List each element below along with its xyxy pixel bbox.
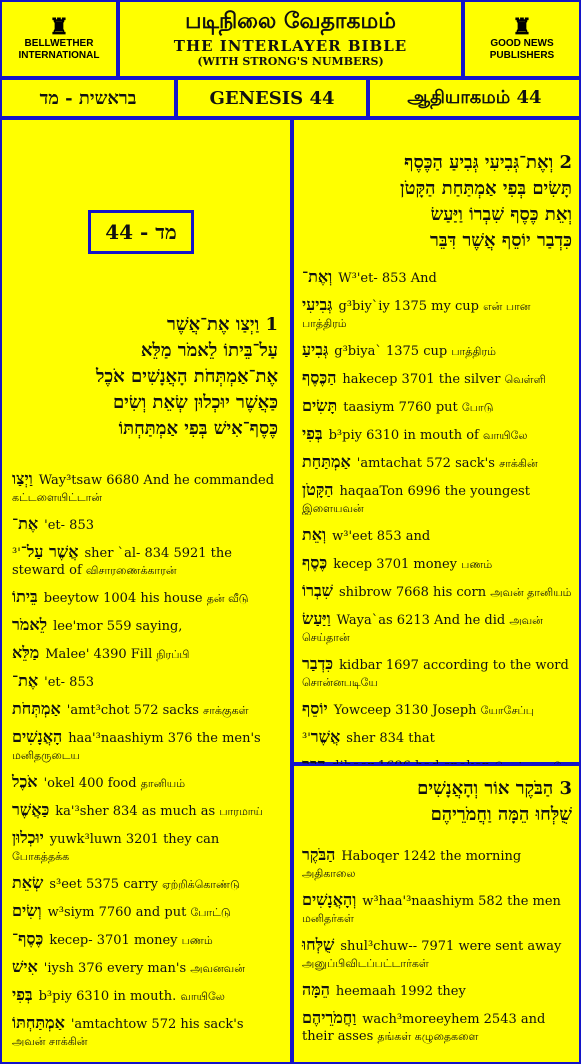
entry-gloss: kidbar 1697 according to the word bbox=[339, 658, 569, 673]
entry-row bbox=[302, 341, 572, 360]
entry-gloss: taasiym 7760 put bbox=[343, 400, 458, 415]
tamil-gloss: போடு bbox=[461, 401, 494, 414]
entry-gloss: 'amtachtow 572 his sack's bbox=[70, 1017, 244, 1032]
verse-line: כִּדְבַר יוֹסֵף אֲשֶׁר דִּבֵּר bbox=[430, 230, 572, 251]
hebrew-headword: יוֹסֵף bbox=[302, 699, 328, 718]
entry-row bbox=[12, 470, 280, 506]
tamil-gloss: அவனவன் bbox=[190, 962, 245, 975]
hebrew-headword: אֶת־ bbox=[12, 671, 39, 690]
entry-gloss: b³piy 6310 in mouth. bbox=[38, 989, 177, 1004]
tamil-gloss: சாக்கின் bbox=[499, 457, 538, 470]
right-logo-line1: GOOD NEWS bbox=[490, 38, 554, 49]
entry-gloss: Yowceep 3130 Joseph bbox=[333, 703, 477, 718]
tamil-gloss: போட்டு bbox=[190, 906, 231, 919]
entry-gloss: 'amtachat 572 sack's bbox=[356, 456, 495, 471]
hebrew-headword: וְאֵת bbox=[302, 525, 327, 544]
hebrew-headword: וַיַּעַשׂ bbox=[302, 609, 331, 628]
tamil-gloss: பணம் bbox=[461, 558, 493, 571]
entry-gloss: yuwk³luwn 3201 they can bbox=[49, 832, 220, 847]
tamil-gloss: விசாரணைக்காரன் bbox=[85, 564, 177, 577]
hebrew-headword: כַּאֲשֶׁר bbox=[12, 800, 50, 819]
entry-row bbox=[12, 930, 280, 949]
entry-row bbox=[302, 1009, 572, 1045]
hebrew-headword: אַמְתַּחַת bbox=[302, 452, 351, 471]
entry-row bbox=[302, 369, 572, 388]
entry-gloss: 'et- 853 bbox=[44, 675, 94, 690]
left-verse-hebrew bbox=[10, 312, 278, 442]
entry-row bbox=[302, 936, 572, 972]
entry-gloss: Haboqer 1242 the morning bbox=[341, 849, 522, 864]
entry-row bbox=[12, 644, 280, 663]
entry-row bbox=[12, 515, 280, 534]
hebrew-headword: יוּכְלוּן bbox=[12, 828, 44, 847]
hebrew-headword: שֻׁלְּחוּ bbox=[302, 935, 335, 954]
entry-row bbox=[302, 582, 572, 601]
entry-gloss: 'okel 400 food bbox=[43, 776, 137, 791]
hebrew-headword: אֶת־ bbox=[12, 514, 39, 533]
hebrew-headword: וְהָאֲנָשִׁים bbox=[302, 890, 357, 909]
entry-gloss: W³'et- 853 And bbox=[338, 271, 437, 286]
title-box bbox=[118, 0, 463, 78]
hebrew-book-label: בראשית - מד bbox=[39, 87, 137, 109]
tamil-book-box bbox=[368, 78, 581, 118]
bible-title: THE INTERLAYER BIBLE bbox=[173, 37, 408, 55]
hebrew-headword: אֲשֶׁר bbox=[310, 727, 341, 746]
hebrew-headword: אַמְתְּחֹת bbox=[12, 699, 61, 718]
tamil-gloss: வெள்ளி bbox=[504, 373, 546, 386]
hebrew-headword: בֵּיתוֹ bbox=[12, 587, 38, 606]
tamil-gloss: சொன்னபடியே bbox=[302, 676, 378, 689]
entry-row bbox=[302, 891, 572, 927]
verse-line: וְאֵת כֶּסֶף שִׁבְרוֹ וַיַּעַשׂ bbox=[430, 204, 572, 225]
entry-gloss: s³eet 5375 carry bbox=[49, 877, 159, 892]
chapter-number-box bbox=[88, 210, 194, 254]
tamil-gloss: என் பான பாத்திரம் bbox=[302, 300, 531, 330]
tamil-gloss: வாயிலே bbox=[180, 990, 225, 1003]
hebrew-headword: שִׁבְרוֹ bbox=[302, 581, 333, 600]
hebrew-headword: הֵמָּה bbox=[302, 980, 330, 999]
entry-gloss: w³haa'³naashiym 582 the men bbox=[362, 894, 561, 909]
entry-gloss: haa'³naashiym 376 the men's bbox=[68, 731, 261, 746]
tamil-title: படிநிலை வேதாகமம் bbox=[185, 8, 396, 34]
entry-gloss: ka'³sher 834 as much as bbox=[55, 804, 216, 819]
entry-row bbox=[12, 902, 280, 921]
bellwether-emblem-icon: ♜ bbox=[49, 14, 69, 39]
right-logo-line2: PUBLISHERS bbox=[489, 50, 555, 61]
tamil-gloss: பாத்திரம் bbox=[451, 345, 496, 358]
entry-gloss: Waya`as 6213 And he did bbox=[336, 613, 506, 628]
verse-line: כַּאֲשֶׁר יוּכְלוּן שְׂאֵת וְשִׂים bbox=[112, 392, 278, 413]
tamil-gloss: யோசேப்பு bbox=[480, 704, 534, 717]
verse-line: 1 וַיְצַו אֶת־אֲשֶׁר bbox=[167, 314, 278, 335]
entry-row bbox=[12, 1014, 280, 1050]
tamil-gloss: அவன் தானியம் bbox=[490, 586, 572, 599]
chapter-number: 44 - מד bbox=[105, 219, 177, 244]
verse-line: אֶת־אַמְתְּחֹת הָאֲנָשִׁים אֹכֶל bbox=[95, 366, 278, 387]
right-logo-box bbox=[463, 0, 581, 78]
bible-subtitle: (WITH STRONG'S NUMBERS) bbox=[197, 55, 384, 68]
entry-gloss: wach³moreeyhem 2543 and their asses bbox=[302, 1012, 546, 1044]
left-logo-line1: BELLWETHER bbox=[24, 38, 94, 49]
right-entries3-list bbox=[302, 846, 572, 1054]
entry-gloss: 'et- 853 bbox=[44, 518, 94, 533]
hebrew-headword: אֹכֶל bbox=[12, 772, 38, 791]
tamil-gloss: அவன் செய்தான் bbox=[302, 614, 543, 644]
hebrew-book-box bbox=[0, 78, 176, 118]
entry-row bbox=[302, 296, 572, 332]
entry-row bbox=[302, 481, 572, 517]
entry-row bbox=[12, 986, 280, 1005]
hebrew-headword: שְׂאֵת bbox=[12, 873, 44, 892]
entry-gloss: Malee' 4390 Fill bbox=[45, 647, 153, 662]
entry-gloss: heemaah 1992 they bbox=[335, 984, 466, 999]
entry-row bbox=[12, 773, 280, 792]
entry-row bbox=[12, 728, 280, 764]
tamil-gloss: போகத்தக்க bbox=[12, 850, 70, 863]
entry-row bbox=[302, 846, 572, 882]
entry-row bbox=[12, 588, 280, 607]
entry-row bbox=[302, 700, 572, 719]
entry-gloss: g³biy`iy 1375 my cup bbox=[338, 299, 479, 314]
entry-row bbox=[12, 801, 280, 820]
tamil-gloss: தன் வீடு bbox=[206, 592, 249, 605]
entry-gloss: kecep 3701 money bbox=[333, 557, 457, 572]
hebrew-headword: לֵאמֹר bbox=[12, 615, 48, 634]
entry-row bbox=[12, 874, 280, 893]
tamil-gloss: தானியம் bbox=[140, 777, 186, 790]
entry-row bbox=[302, 526, 572, 545]
entry-row bbox=[12, 672, 280, 691]
tamil-gloss: அனுப்பிவிடப்பட்டார்கள் bbox=[302, 957, 429, 970]
entry-gloss: lee'mor 559 saying, bbox=[53, 619, 183, 634]
genesis-box bbox=[176, 78, 368, 118]
entry-gloss: kecep- 3701 money bbox=[49, 933, 178, 948]
hebrew-headword: וַיְצַו bbox=[12, 469, 33, 488]
entry-row bbox=[302, 655, 572, 691]
tamil-gloss: கட்டளையிட்டான் bbox=[12, 491, 103, 504]
entry-row bbox=[12, 829, 280, 865]
right-verse3-hebrew bbox=[302, 776, 572, 828]
tamil-book-label: ஆதியாகமம் 44 bbox=[407, 86, 542, 108]
left-entries-list bbox=[12, 470, 280, 1059]
tamil-gloss: மனிதருடைய bbox=[12, 749, 80, 762]
entry-row bbox=[302, 397, 572, 416]
hebrew-headword: אִישׁ bbox=[12, 957, 38, 976]
entry-row bbox=[12, 543, 280, 579]
hebrew-headword: בְּפִי bbox=[302, 424, 323, 443]
hebrew-headword: גְּבִיעִי bbox=[302, 295, 333, 314]
hebrew-headword: הָאֲנָשִׁים bbox=[12, 727, 63, 746]
entry-row bbox=[302, 981, 572, 1000]
hebrew-headword: וְשִׂים bbox=[12, 901, 42, 920]
entry-gloss: '³sher `al- 834 5921 the steward of bbox=[12, 546, 232, 578]
hebrew-headword: וְאֶת־ bbox=[302, 267, 333, 286]
entry-gloss: '³sher 834 that bbox=[302, 731, 435, 746]
entry-gloss: 'iysh 376 every man's bbox=[43, 961, 187, 976]
entry-gloss: hakecep 3701 the silver bbox=[342, 372, 501, 387]
genesis-label: GENESIS 44 bbox=[209, 87, 335, 109]
hebrew-headword: הַכֶּסֶף bbox=[302, 368, 337, 387]
entry-gloss: beeytow 1004 his house bbox=[43, 591, 203, 606]
hebrew-headword: וַחֲמֹרֵיהֶם bbox=[302, 1008, 357, 1027]
tamil-gloss: இளையவன் bbox=[302, 502, 364, 515]
left-logo-line2: INTERNATIONAL bbox=[18, 50, 100, 61]
entry-row bbox=[302, 425, 572, 444]
entry-row bbox=[302, 610, 572, 646]
entry-row bbox=[12, 700, 280, 719]
hebrew-headword: אֲשֶׁר עַל־ bbox=[20, 542, 79, 561]
entry-row bbox=[12, 616, 280, 635]
hebrew-headword: מַלֵּא bbox=[12, 643, 40, 662]
entry-gloss: shibrow 7668 his corn bbox=[339, 585, 487, 600]
hebrew-headword: אַמְתַּחְתּוֹ bbox=[12, 1013, 65, 1032]
hebrew-headword: הַבֹּקֶר bbox=[302, 845, 336, 864]
tamil-gloss: பணம் bbox=[181, 934, 213, 947]
hebrew-headword: גְּבִיעַ bbox=[302, 340, 329, 359]
verse-line: 3 הַבֹּקֶר אוֹר וְהָאֲנָשִׁים bbox=[417, 778, 572, 799]
tamil-gloss: தங்கள் கழுதைகளை bbox=[377, 1030, 479, 1043]
left-logo-box bbox=[0, 0, 118, 78]
tamil-gloss: பாரமாய் bbox=[219, 805, 263, 818]
right-entries2-list bbox=[302, 268, 572, 784]
entry-gloss: shul³chuw-- 7971 were sent away bbox=[340, 939, 562, 954]
tamil-gloss: சாக்குகள் bbox=[203, 704, 249, 717]
hebrew-headword: כִּדְבַר bbox=[302, 654, 334, 673]
tamil-gloss: அவன் சாக்கின் bbox=[12, 1035, 88, 1048]
entry-row bbox=[302, 728, 572, 747]
hebrew-headword: כֶּסֶף־ bbox=[12, 929, 44, 948]
entry-gloss: w³'eet 853 and bbox=[332, 529, 431, 544]
good-news-emblem-icon: ♜ bbox=[512, 14, 532, 39]
tamil-gloss: வாயிலே bbox=[483, 429, 528, 442]
entry-row bbox=[12, 958, 280, 977]
verse-line: 2 וְאֶת־גְּבִיעִי גְּבִיעַ הַכֶּסֶף bbox=[404, 152, 572, 173]
tamil-gloss: அதிகாலை bbox=[302, 867, 356, 880]
entry-gloss: g³biya` 1375 cup bbox=[334, 344, 448, 359]
entry-gloss: Way³tsaw 6680 And he commanded bbox=[38, 473, 275, 488]
verse-line: עַל־בֵּיתוֹ לֵאמֹר מַלֵּא bbox=[140, 340, 278, 361]
hebrew-headword: כֶּסֶף bbox=[302, 553, 328, 572]
tamil-gloss: நிரப்பி bbox=[156, 648, 190, 661]
verse-line: כֶּסֶף־אִישׁ בְּפִי אַמְתַּחְתּוֹ bbox=[118, 418, 278, 439]
entry-row bbox=[302, 453, 572, 472]
entry-gloss: w³siym 7760 and put bbox=[47, 905, 187, 920]
entry-row bbox=[302, 268, 572, 287]
hebrew-headword: הַקָּטֹן bbox=[302, 480, 334, 499]
tamil-gloss: மனிதர்கள் bbox=[302, 912, 354, 925]
tamil-gloss: ஏற்றிக்கொண்டு bbox=[162, 878, 240, 891]
hebrew-headword: בְּפִי bbox=[12, 985, 33, 1004]
verse-line: שֻׁלְּחוּ הֵמָּה וַחֲמֹרֵיהֶם bbox=[430, 804, 572, 825]
verse-line: תָּשִׂים בְּפִי אַמְתַּחַת הַקָּטֹן bbox=[400, 178, 572, 199]
entry-gloss: haqaaTon 6996 the youngest bbox=[339, 484, 530, 499]
entry-gloss: 'amt³chot 572 sacks bbox=[66, 703, 199, 718]
hebrew-headword: תָּשִׂים bbox=[302, 396, 338, 415]
right-verse2-hebrew bbox=[302, 150, 572, 254]
entry-gloss: b³piy 6310 in mouth of bbox=[328, 428, 479, 443]
entry-row bbox=[302, 554, 572, 573]
